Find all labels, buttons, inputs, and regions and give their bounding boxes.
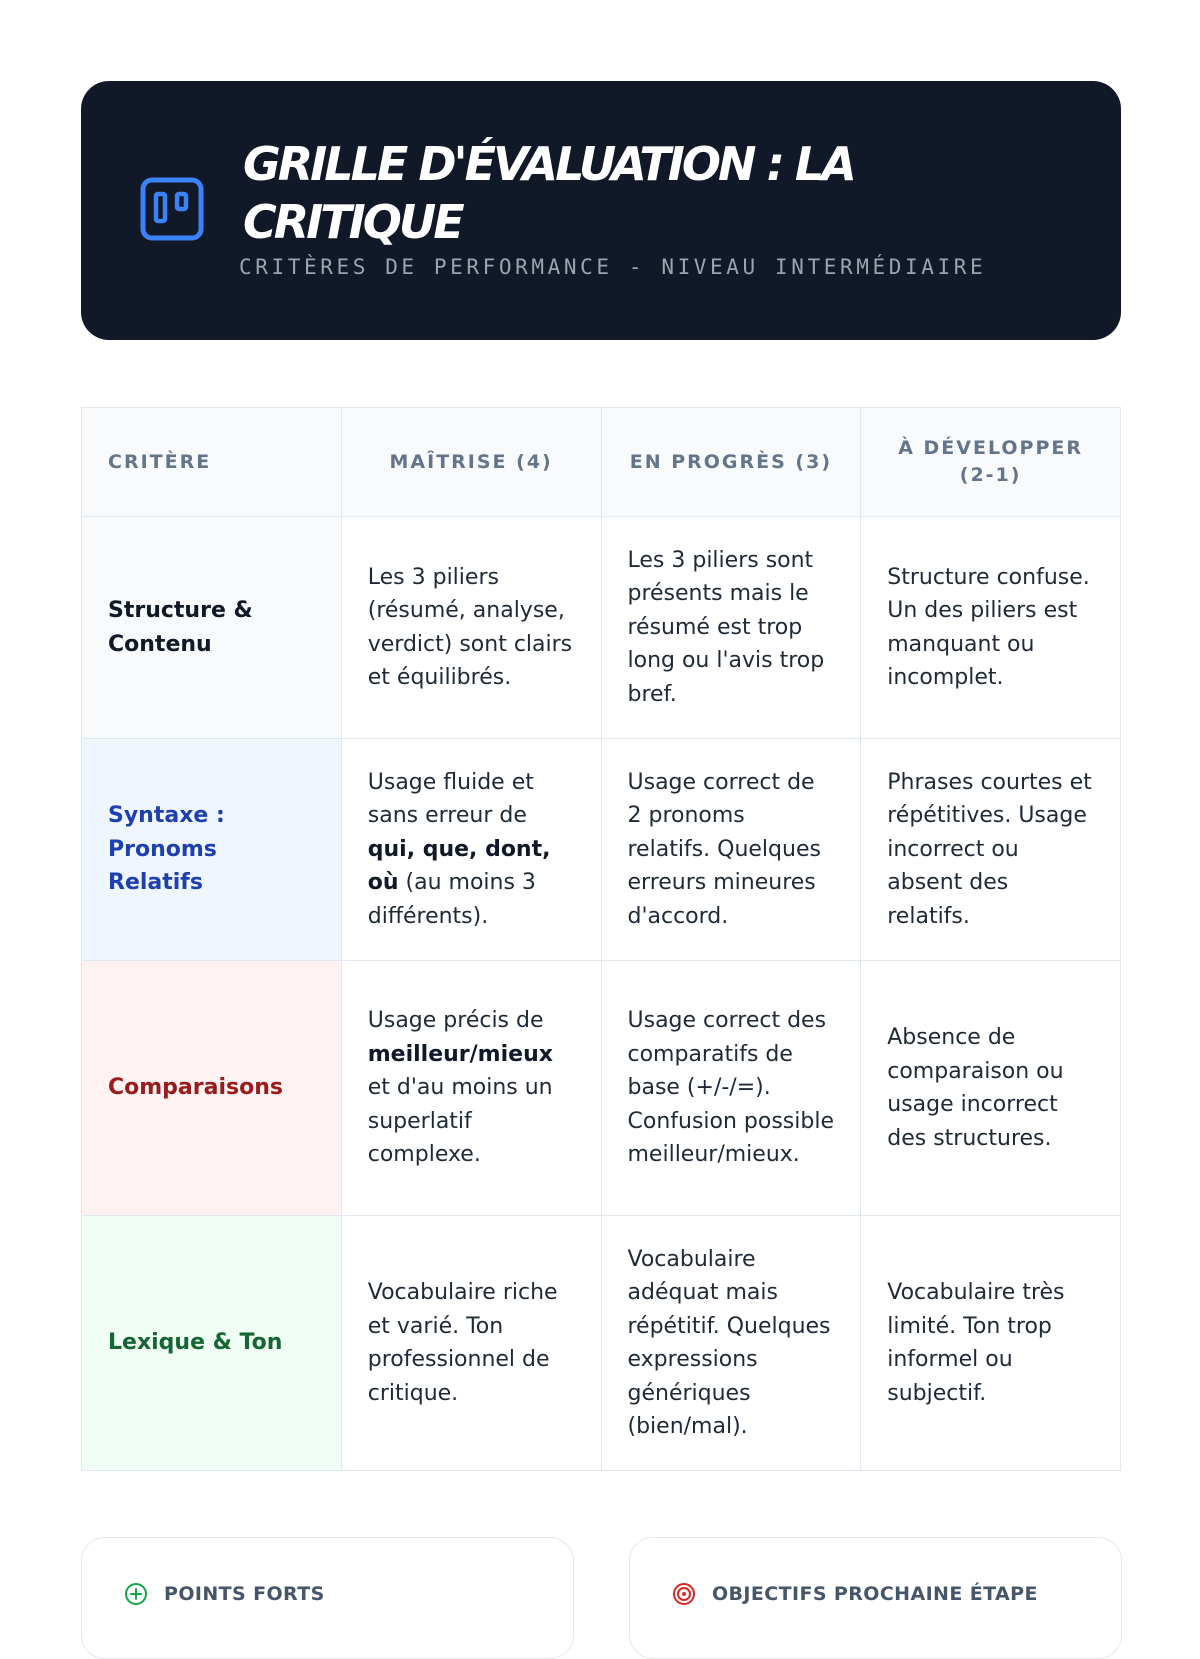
board-icon <box>140 177 204 241</box>
table-row <box>82 517 1121 739</box>
header-banner <box>81 81 1121 340</box>
column-header-progress: EN PROGRÈS (3) <box>601 408 861 517</box>
progress-cell: Vocabulaire adéquat mais répétitif. Quelques expressions génériques (bien/mal). <box>601 1216 861 1471</box>
table-row <box>82 1216 1121 1471</box>
table-row <box>82 961 1121 1216</box>
table-row <box>82 739 1121 961</box>
criterion-cell: Syntaxe : Pronoms Relatifs <box>82 739 342 961</box>
plus-circle-icon <box>124 1582 148 1606</box>
mastery-keywords: meilleur/mieux <box>367 1041 553 1067</box>
goals-title: OBJECTIFS PROCHAINE ÉTAPE <box>712 1583 1038 1605</box>
page-title: GRILLE D'ÉVALUATION : LA CRITIQUE <box>243 137 854 249</box>
develop-cell: Vocabulaire très limité. Ton trop informel ou subjectif. <box>861 1216 1121 1471</box>
progress-cell: Usage correct des comparatifs de base (+/-/=). Confusion possible meilleur/mieux. <box>601 961 861 1216</box>
mastery-keywords: qui, que, dont, où <box>367 836 551 896</box>
criterion-cell: Lexique & Ton <box>82 1216 342 1471</box>
column-header-mastery: MAÎTRISE (4) <box>341 408 601 517</box>
goals-card <box>629 1537 1122 1659</box>
table-header-row <box>82 408 1121 517</box>
mastery-cell: Vocabulaire riche et varié. Ton professionnel de critique. <box>341 1216 601 1471</box>
criterion-cell: Comparaisons <box>82 961 342 1216</box>
column-header-criterion: CRITÈRE <box>82 408 342 517</box>
develop-cell: Phrases courtes et répétitives. Usage incorrect ou absent des relatifs. <box>861 739 1121 961</box>
mastery-text: Usage fluide et sans erreur de <box>367 769 534 829</box>
develop-cell: Absence de comparaison ou usage incorrect des structures. <box>861 961 1121 1216</box>
develop-cell: Structure confuse. Un des piliers est manquant ou incomplet. <box>861 517 1121 739</box>
mastery-cell <box>341 961 601 1216</box>
mastery-text: et d'au moins un superlatif complexe. <box>367 1075 553 1168</box>
mastery-cell: Les 3 piliers (résumé, analyse, verdict) sont clairs et équilibrés. <box>341 517 601 739</box>
rubric-table <box>81 407 1121 1471</box>
strengths-card <box>81 1537 574 1659</box>
target-icon <box>672 1582 696 1606</box>
progress-cell: Les 3 piliers sont présents mais le résumé est trop long ou l'avis trop bref. <box>601 517 861 739</box>
mastery-text: Usage précis de <box>367 1008 544 1034</box>
mastery-cell <box>341 739 601 961</box>
column-header-develop: À DÉVELOPPER (2-1) <box>861 408 1121 517</box>
mastery-text: (au moins 3 différents). <box>367 870 536 929</box>
strengths-title: POINTS FORTS <box>164 1583 325 1605</box>
progress-cell: Usage correct de 2 pronoms relatifs. Quelques erreurs mineures d'accord. <box>601 739 861 961</box>
criterion-cell: Structure & Contenu <box>82 517 342 739</box>
page-subtitle: CRITÈRES DE PERFORMANCE - NIVEAU INTERMÉDIAIRE <box>239 255 987 279</box>
